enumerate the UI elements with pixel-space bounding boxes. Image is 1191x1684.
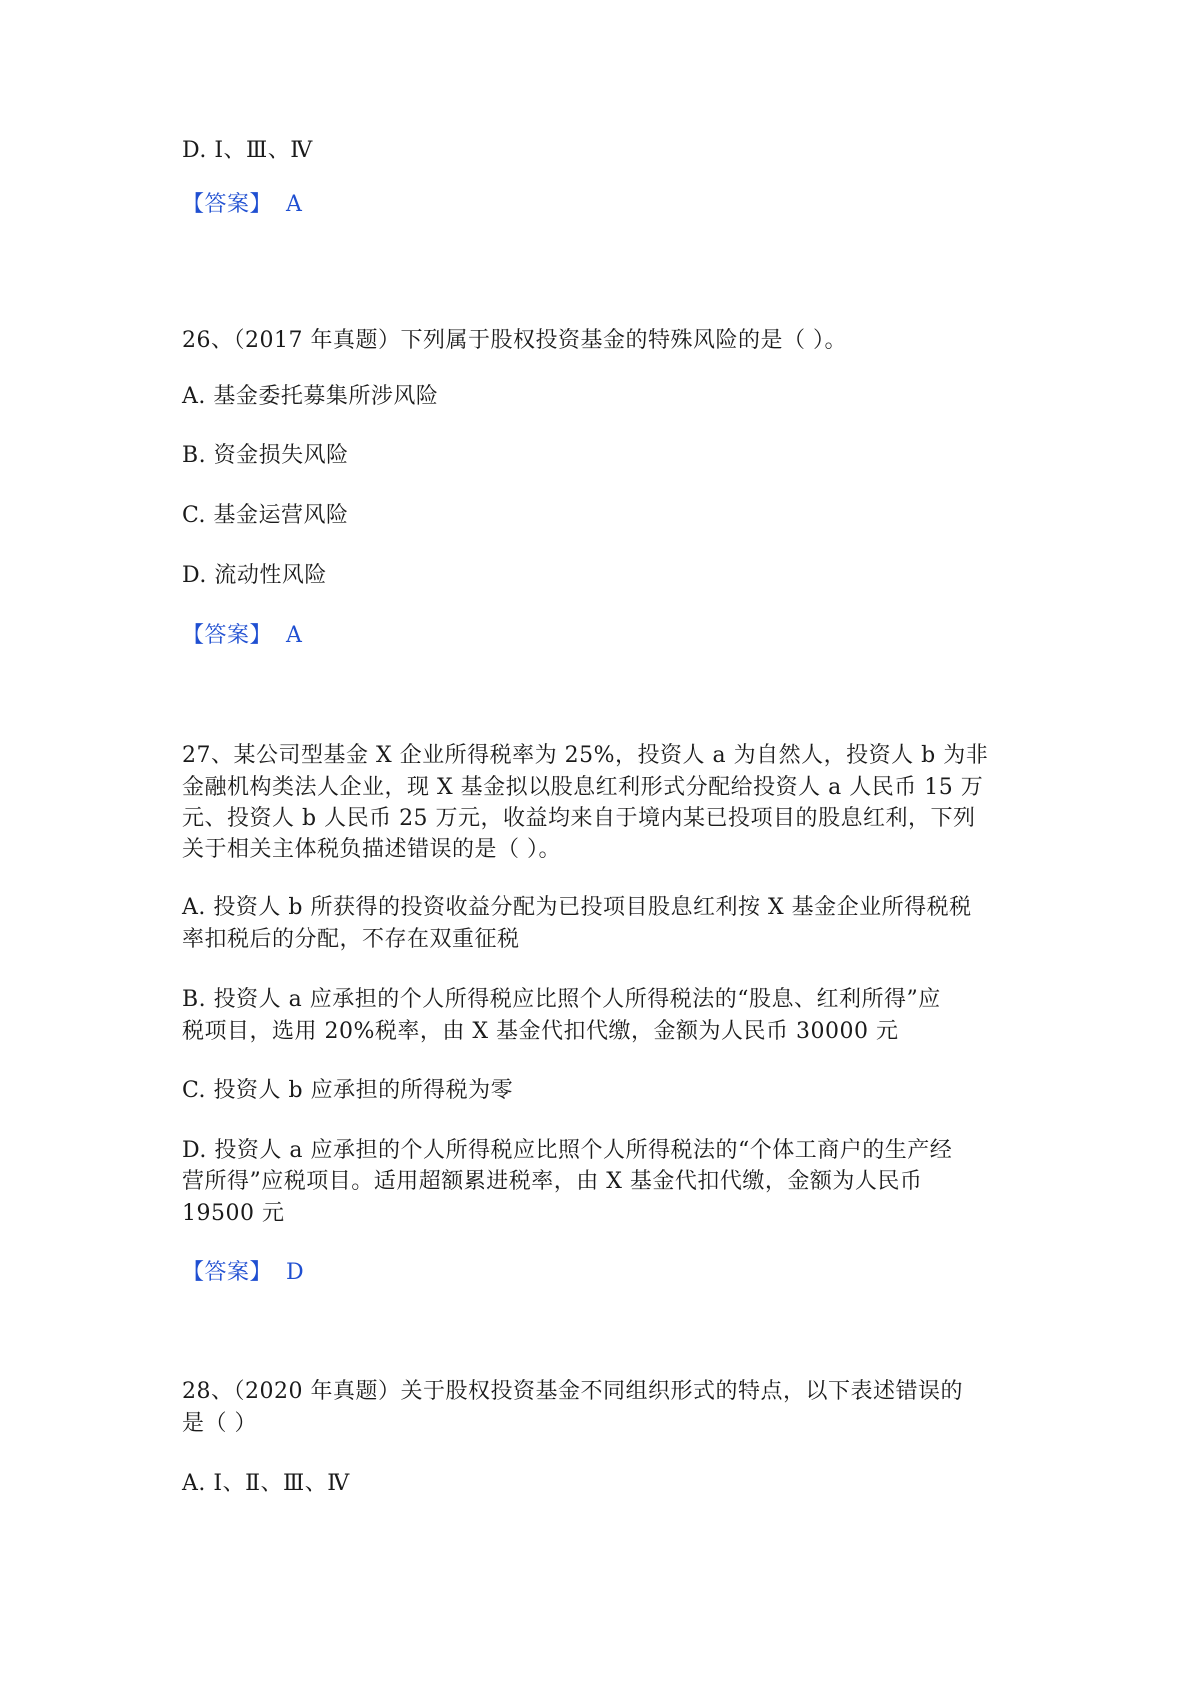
option-26-d: D. 流动性风险 xyxy=(182,563,327,588)
option-27-a-line-2: 率扣税后的分配，不存在双重征税 xyxy=(182,927,520,952)
option-26-b: B. 资金损失风险 xyxy=(182,443,349,468)
option-28-a: A. Ⅰ、Ⅱ、Ⅲ、Ⅳ xyxy=(182,1471,350,1496)
question-28-line-2: 是（ ） xyxy=(182,1411,257,1436)
question-27-line-1: 27、某公司型基金 X 企业所得税率为 25%，投资人 a 为自然人，投资人 b 为非 xyxy=(182,743,989,768)
option-d-prev: D. Ⅰ、Ⅲ、Ⅳ xyxy=(182,138,313,163)
option-27-d-line-2: 营所得”应税项目。适用超额累进税率，由 X 基金代扣代缴，金额为人民币 xyxy=(182,1169,923,1194)
answer-value: A xyxy=(286,623,303,648)
option-27-a-line-1: A. 投资人 b 所获得的投资收益分配为已投项目股息红利按 X 基金企业所得税税 xyxy=(182,895,972,920)
question-27-line-4: 关于相关主体税负描述错误的是（ ）。 xyxy=(182,837,561,862)
answer-label: 【答案】 xyxy=(182,623,273,648)
option-27-b-line-2: 税项目，选用 20%税率，由 X 基金代扣代缴，金额为人民币 30000 元 xyxy=(182,1019,899,1044)
answer-line-27 xyxy=(182,1257,304,1289)
question-27-line-2: 金融机构类法人企业，现 X 基金拟以股息红利形式分配给投资人 a 人民币 15 万 xyxy=(182,775,984,800)
answer-value: A xyxy=(286,192,303,217)
answer-line-26 xyxy=(182,620,302,652)
answer-value: D xyxy=(286,1260,305,1285)
answer-line-25 xyxy=(182,189,302,221)
option-26-c: C. 基金运营风险 xyxy=(182,503,349,528)
option-27-d-line-3: 19500 元 xyxy=(182,1201,285,1226)
option-27-c: C. 投资人 b 应承担的所得税为零 xyxy=(182,1078,514,1103)
question-27-line-3: 元、投资人 b 人民币 25 万元，收益均来自于境内某已投项目的股息红利，下列 xyxy=(182,806,976,831)
option-27-b-line-1: B. 投资人 a 应承担的个人所得税应比照个人所得税法的“股息、红利所得”应 xyxy=(182,987,941,1012)
answer-label: 【答案】 xyxy=(182,192,273,217)
question-26: 26、（2017 年真题）下列属于股权投资基金的特殊风险的是（ ）。 xyxy=(182,328,847,353)
option-27-d-line-1: D. 投资人 a 应承担的个人所得税应比照个人所得税法的“个体工商户的生产经 xyxy=(182,1138,953,1163)
option-26-a: A. 基金委托募集所涉风险 xyxy=(182,384,439,409)
answer-label: 【答案】 xyxy=(182,1260,273,1285)
question-28-line-1: 28、（2020 年真题）关于股权投资基金不同组织形式的特点，以下表述错误的 xyxy=(182,1379,963,1404)
